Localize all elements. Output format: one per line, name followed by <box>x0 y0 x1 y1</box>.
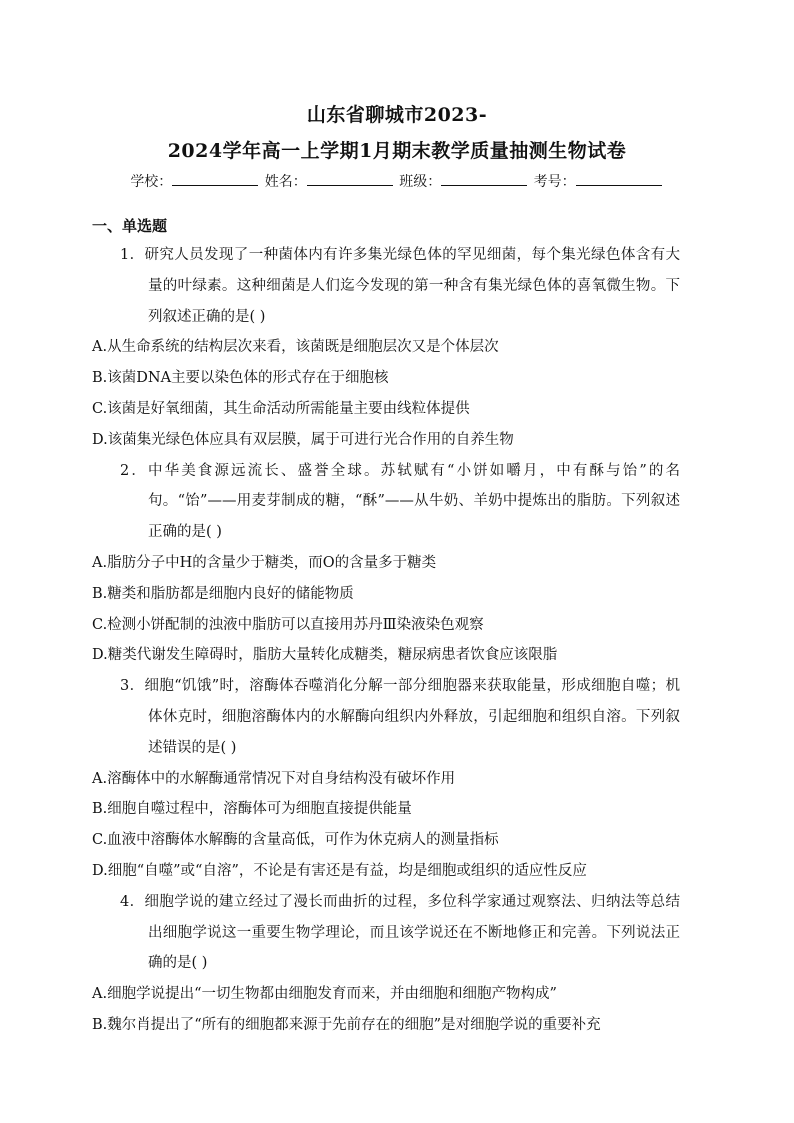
exam-title-line1: 山东省聊城市2023- <box>306 104 488 126</box>
exam-title-line2: 2024学年高一上学期1月期末教学质量抽测生物试卷 <box>167 140 627 162</box>
questions-area <box>92 240 680 1041</box>
question-option: C.检测小饼配制的浊液中脂肪可以直接用苏丹Ⅲ染液染色观察 <box>92 616 484 633</box>
class-blank <box>441 171 527 186</box>
question-option: A.溶酶体中的水解酶通常情况下对自身结构没有破坏作用 <box>92 770 456 787</box>
question-option: B.该菌DNA主要以染色体的形式存在于细胞核 <box>92 370 389 387</box>
class-label: 班级： <box>399 174 442 190</box>
question-stem: 4．细胞学说的建立经过了漫长而曲折的过程，多位科学家通过观察法、归纳法等总结出细胞学说这一重要生物学理论，而且该学说还在不断地修正和完善。下列说法正确的是( ) <box>120 893 680 972</box>
exam-number-blank <box>576 171 662 186</box>
question-option: D.细胞“自噬”或“自溶”，不论是有害还是有益，均是细胞或组织的适应性反应 <box>92 862 587 879</box>
question-stem: 1．研究人员发现了一种菌体内有许多集光绿色体的罕见细菌，每个集光绿色体含有大量的叶绿素。这种细菌是人们迄今发现的第一种含有集光绿色体的喜氧微生物。下列叙述正确的是( ) <box>120 247 680 325</box>
school-label: 学校： <box>130 174 173 190</box>
question-option: D.糖类代谢发生障碍时，脂肪大量转化成糖类，糖尿病患者饮食应该限脂 <box>92 647 558 664</box>
question-option: B.糖类和脂肪都是细胞内良好的储能物质 <box>92 585 354 602</box>
question-option: A.从生命系统的结构层次来看，该菌既是细胞层次又是个体层次 <box>92 339 499 356</box>
student-info-row <box>0 171 794 191</box>
school-blank <box>172 171 258 186</box>
question-option: B.魏尔肖提出了“所有的细胞都来源于先前存在的细胞”是对细胞学说的重要补充 <box>92 1016 601 1033</box>
name-label: 姓名： <box>264 174 307 190</box>
question-option: A.细胞学说提出“一切生物都由细胞发育而来，并由细胞和细胞产物构成” <box>92 986 557 1003</box>
question-option: D.该菌集光绿色体应具有双层膜，属于可进行光合作用的自养生物 <box>92 431 514 448</box>
question-stem: 3．细胞“饥饿”时，溶酶体吞噬消化分解一部分细胞器来获取能量，形成细胞自噬；机体休克时，细胞溶酶体内的水解酶向组织内外释放，引起细胞和组织自溶。下列叙述错误的是( ) <box>120 678 680 756</box>
exam-number-label: 考号： <box>533 174 576 190</box>
question-option: B.细胞自噬过程中，溶酶体可为细胞直接提供能量 <box>92 801 412 818</box>
name-blank <box>307 171 393 186</box>
section-title: 一、单选题 <box>92 217 168 235</box>
question-stem: 2．中华美食源远流长、盛誉全球。苏轼赋有“小饼如嚼月，中有酥与饴”的名句。“饴”——用麦芽制成的糖，“酥”——从牛奶、羊奶中提炼出的脂肪。下列叙述正确的是( ) <box>120 462 680 541</box>
question-option: C.该菌是好氧细菌，其生命活动所需能量主要由线粒体提供 <box>92 400 470 417</box>
question-option: C.血液中溶酶体水解酶的含量高低，可作为休克病人的测量指标 <box>92 832 499 849</box>
question-option: A.脂肪分子中H的含量少于糖类，而O的含量多于糖类 <box>92 554 437 571</box>
